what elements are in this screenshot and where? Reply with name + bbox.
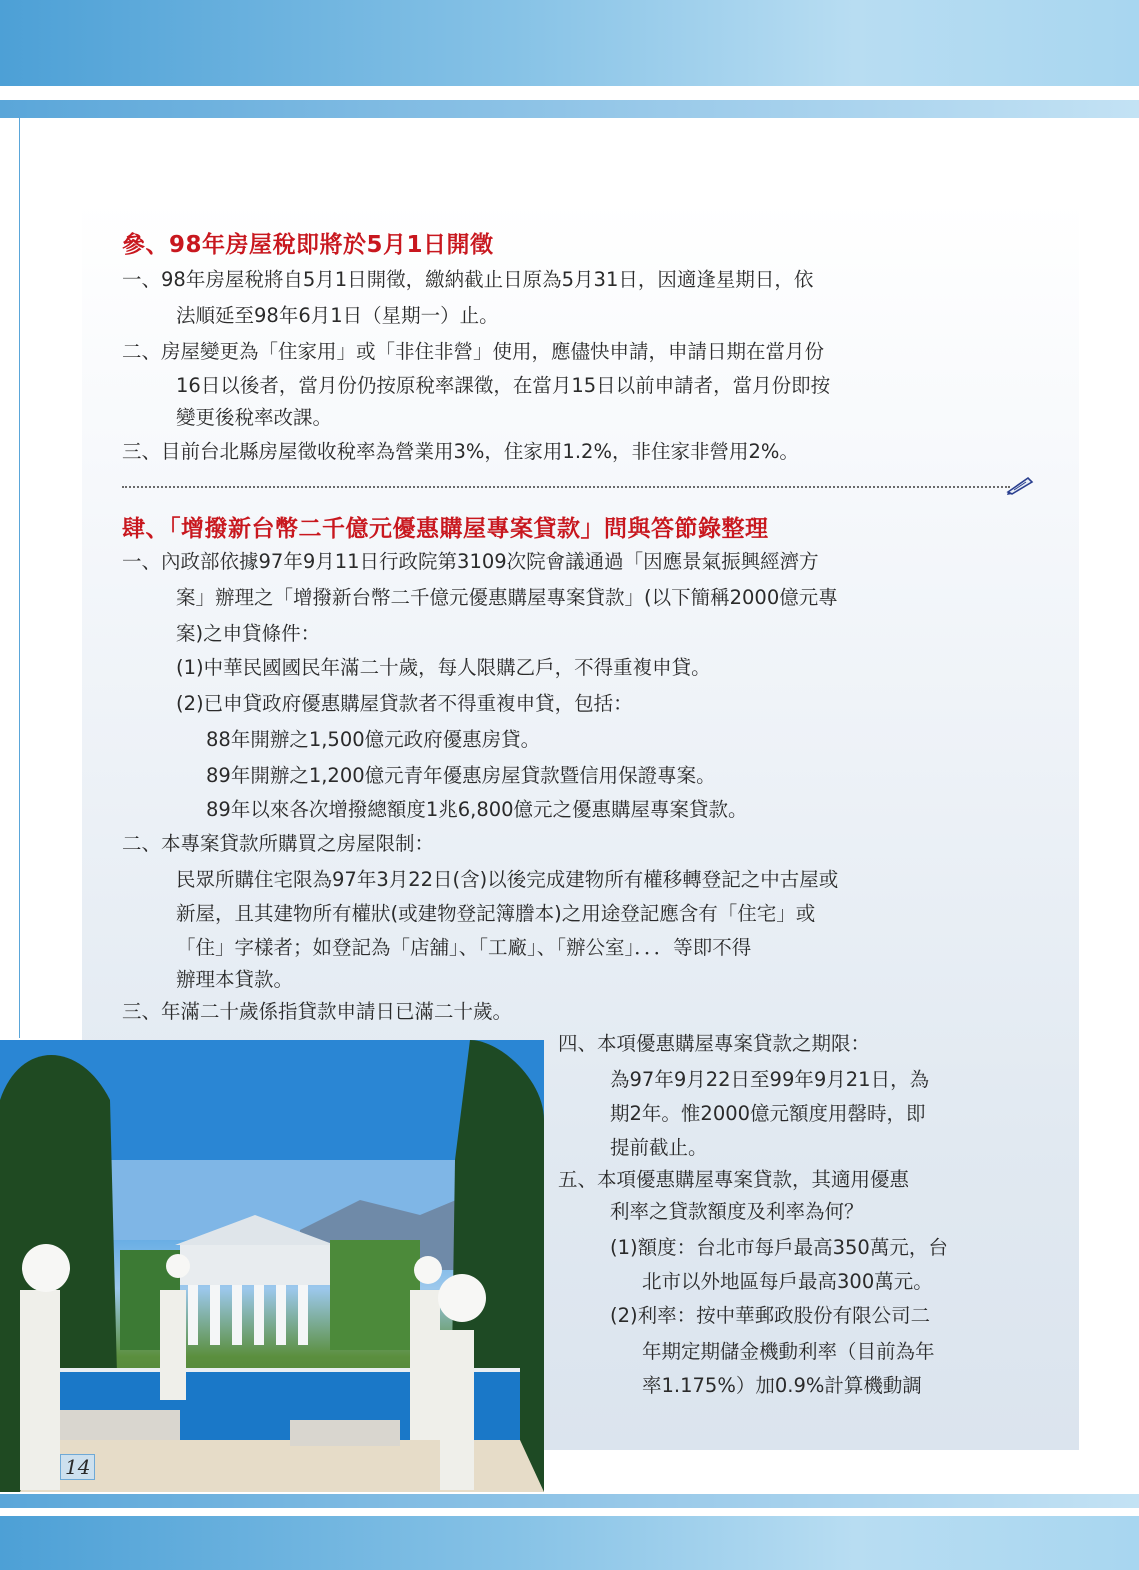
section4-line-6: 88年開辦之1,500億元政府優惠房貸。 (206, 728, 541, 751)
left-margin-rule (19, 118, 20, 1038)
top-color-band (0, 0, 1139, 86)
pen-icon (1006, 474, 1034, 496)
section3-line-3: 二、房屋變更為「住家用」或「非住非營」使用，應儘快申請，申請日期在當月份 (122, 340, 825, 363)
section4-line-4: (1)中華民國國民年滿二十歲，每人限購乙戶，不得重複申貸。 (176, 656, 711, 679)
section4-line-15: 四、本項優惠購屋專案貸款之期限： (558, 1032, 871, 1055)
section4-line-14: 三、年滿二十歲係指貸款申請日已滿二十歲。 (122, 1000, 513, 1023)
section3-line-5: 變更後稅率改課。 (176, 406, 333, 429)
section3-heading: 參、98年房屋稅即將於5月1日開徵 (122, 232, 494, 258)
section4-line-24: 年期定期儲金機動利率（目前為年 (642, 1340, 935, 1363)
section4-line-17: 期2年。惟2000億元額度用罄時，即 (610, 1102, 926, 1125)
section4-line-19: 五、本項優惠購屋專案貸款，其適用優惠 (558, 1168, 910, 1191)
section4-line-20: 利率之貸款額度及利率為何？ (610, 1200, 864, 1223)
section4-line-11: 新屋，且其建物所有權狀(或建物登記簿謄本)之用途登記應含有「住宅」或 (176, 902, 816, 925)
section4-line-25: 率1.175%）加0.9%計算機動調 (642, 1374, 922, 1397)
page-number: 14 (60, 1454, 95, 1480)
section4-line-1: 一、內政部依據97年9月11日行政院第3109次院會議通過「因應景氣振興經濟方 (122, 550, 819, 573)
top-stripe (0, 100, 1139, 118)
section3-line-2: 法順延至98年6月1日（星期一）止。 (176, 304, 499, 327)
section4-line-23: (2)利率：按中華郵政股份有限公司二 (610, 1304, 931, 1327)
section4-line-2: 案」辦理之「增撥新台幣二千億元優惠購屋專案貸款」(以下簡稱2000億元專 (176, 586, 838, 609)
section4-line-8: 89年以來各次增撥總額度1兆6,800億元之優惠購屋專案貸款。 (206, 798, 748, 821)
section3-line-6: 三、目前台北縣房屋徵收稅率為營業用3%，住家用1.2%，非住家非營用2%。 (122, 440, 799, 463)
bottom-stripe (0, 1494, 1139, 1508)
section4-line-18: 提前截止。 (610, 1136, 708, 1159)
section4-line-22: 北市以外地區每戶最高300萬元。 (642, 1270, 933, 1293)
section4-line-3: 案)之申貸條件： (176, 622, 321, 645)
section4-line-21: (1)額度：台北市每戶最高350萬元，台 (610, 1236, 948, 1259)
section3-line-1: 一、98年房屋稅將自5月1日開徵，繳納截止日原為5月31日，因適逢星期日，依 (122, 268, 814, 291)
section4-line-10: 民眾所購住宅限為97年3月22日(含)以後完成建物所有權移轉登記之中古屋或 (176, 868, 839, 891)
section-divider (122, 486, 1010, 488)
pool-photo (0, 1040, 544, 1492)
section4-line-13: 辦理本貸款。 (176, 968, 294, 991)
section4-line-7: 89年開辦之1,200億元青年優惠房屋貸款暨信用保證專案。 (206, 764, 716, 787)
section4-line-5: (2)已申貸政府優惠購屋貸款者不得重複申貸，包括： (176, 692, 633, 715)
section4-line-16: 為97年9月22日至99年9月21日，為 (610, 1068, 930, 1091)
section4-line-12: 「住」字樣者；如登記為「店舖」、「工廠」、「辦公室」．．．等即不得 (176, 936, 752, 959)
bottom-color-band (0, 1516, 1139, 1570)
section3-line-4: 16日以後者，當月份仍按原稅率課徵，在當月15日以前申請者，當月份即按 (176, 374, 831, 397)
section4-line-9: 二、本專案貸款所購買之房屋限制： (122, 832, 435, 855)
section4-heading: 肆、「增撥新台幣二千億元優惠購屋專案貸款」問與答節錄整理 (122, 516, 769, 542)
